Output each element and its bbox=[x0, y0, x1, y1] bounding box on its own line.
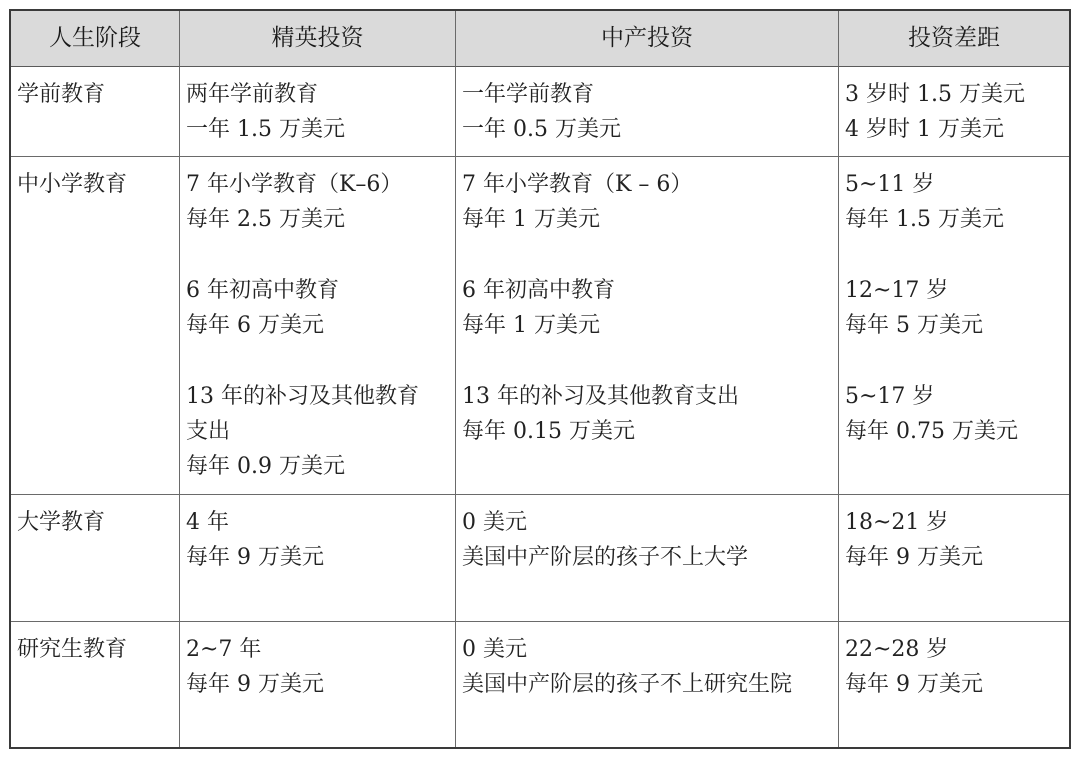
middle-entry bbox=[462, 273, 838, 343]
gap-entry-line: 4 岁时 1 万美元 bbox=[845, 117, 1004, 142]
row-middle-graduate bbox=[456, 622, 839, 747]
gap-entry bbox=[845, 505, 1069, 575]
gap-entry bbox=[845, 77, 1069, 147]
elite-entry-line: 7 年小学教育（K–6） bbox=[186, 172, 403, 197]
elite-entry-line: 一年 1.5 万美元 bbox=[186, 117, 345, 142]
gap-entry-line: 每年 0.75 万美元 bbox=[845, 419, 1018, 444]
header-investment-gap: 投资差距 bbox=[839, 11, 1069, 67]
middle-entry bbox=[462, 505, 838, 575]
gap-entry bbox=[845, 167, 1069, 237]
elite-entry-line: 每年 9 万美元 bbox=[186, 672, 324, 697]
row-gap-graduate bbox=[839, 622, 1069, 747]
elite-entry bbox=[186, 167, 455, 237]
gap-entry-line: 5~11 岁 bbox=[845, 172, 935, 197]
middle-entry-line: 6 年初高中教育 bbox=[462, 278, 615, 303]
gap-entry bbox=[845, 379, 1069, 449]
middle-entry-line: 美国中产阶层的孩子不上研究生院 bbox=[462, 672, 793, 697]
middle-entry bbox=[462, 632, 838, 702]
middle-entry-line: 13 年的补习及其他教育支出 bbox=[462, 384, 739, 409]
middle-entry-line: 每年 1 万美元 bbox=[462, 313, 600, 338]
elite-entry-line: 每年 0.9 万美元 bbox=[186, 454, 345, 479]
stage-label: 中小学教育 bbox=[17, 172, 128, 197]
header-middle-investment: 中产投资 bbox=[456, 11, 839, 67]
middle-entry-line: 7 年小学教育（K – 6） bbox=[462, 172, 693, 197]
middle-entry-line: 0 美元 bbox=[462, 637, 527, 662]
elite-entry-line: 2~7 年 bbox=[186, 637, 262, 662]
row-stage-preschool bbox=[11, 67, 180, 157]
elite-entry bbox=[186, 273, 455, 343]
header-elite-investment: 精英投资 bbox=[180, 11, 456, 67]
row-stage-college bbox=[11, 495, 180, 622]
row-stage-graduate bbox=[11, 622, 180, 747]
elite-entry-line: 13 年的补习及其他教育 bbox=[186, 384, 419, 409]
elite-entry-line: 支出 bbox=[186, 419, 231, 444]
middle-entry bbox=[462, 379, 838, 449]
elite-entry bbox=[186, 379, 455, 484]
gap-entry-line: 5~17 岁 bbox=[845, 384, 935, 409]
header-stage: 人生阶段 bbox=[11, 11, 180, 67]
stage-label: 学前教育 bbox=[17, 82, 106, 107]
row-middle-preschool bbox=[456, 67, 839, 157]
gap-entry-line: 每年 1.5 万美元 bbox=[845, 207, 1004, 232]
gap-entry-line: 每年 9 万美元 bbox=[845, 545, 983, 570]
row-elite-college bbox=[180, 495, 456, 622]
row-middle-k12 bbox=[456, 157, 839, 495]
stage-label: 大学教育 bbox=[17, 510, 106, 535]
gap-entry-line: 18~21 岁 bbox=[845, 510, 949, 535]
gap-entry bbox=[845, 632, 1069, 702]
row-elite-preschool bbox=[180, 67, 456, 157]
gap-entry-line: 3 岁时 1.5 万美元 bbox=[845, 82, 1025, 107]
gap-entry-line: 12~17 岁 bbox=[845, 278, 949, 303]
middle-entry-line: 一年 0.5 万美元 bbox=[462, 117, 621, 142]
row-gap-k12 bbox=[839, 157, 1069, 495]
elite-entry-line: 两年学前教育 bbox=[186, 82, 319, 107]
stage-label: 研究生教育 bbox=[17, 637, 128, 662]
middle-entry-line: 美国中产阶层的孩子不上大学 bbox=[462, 545, 749, 570]
elite-entry-line: 每年 9 万美元 bbox=[186, 545, 324, 570]
row-gap-college bbox=[839, 495, 1069, 622]
middle-entry-line: 0 美元 bbox=[462, 510, 527, 535]
elite-entry bbox=[186, 632, 455, 702]
elite-entry-line: 6 年初高中教育 bbox=[186, 278, 339, 303]
middle-entry-line: 每年 0.15 万美元 bbox=[462, 419, 635, 444]
gap-entry-line: 每年 5 万美元 bbox=[845, 313, 983, 338]
middle-entry bbox=[462, 167, 838, 237]
middle-entry-line: 每年 1 万美元 bbox=[462, 207, 600, 232]
elite-entry bbox=[186, 77, 455, 147]
row-elite-graduate bbox=[180, 622, 456, 747]
row-stage-k12 bbox=[11, 157, 180, 495]
row-elite-k12 bbox=[180, 157, 456, 495]
gap-entry-line: 每年 9 万美元 bbox=[845, 672, 983, 697]
elite-entry bbox=[186, 505, 455, 575]
elite-entry-line: 每年 2.5 万美元 bbox=[186, 207, 345, 232]
elite-entry-line: 4 年 bbox=[186, 510, 229, 535]
row-middle-college bbox=[456, 495, 839, 622]
gap-entry-line: 22~28 岁 bbox=[845, 637, 949, 662]
education-investment-table bbox=[9, 9, 1071, 749]
elite-entry-line: 每年 6 万美元 bbox=[186, 313, 324, 338]
middle-entry bbox=[462, 77, 838, 147]
gap-entry bbox=[845, 273, 1069, 343]
row-gap-preschool bbox=[839, 67, 1069, 157]
middle-entry-line: 一年学前教育 bbox=[462, 82, 595, 107]
